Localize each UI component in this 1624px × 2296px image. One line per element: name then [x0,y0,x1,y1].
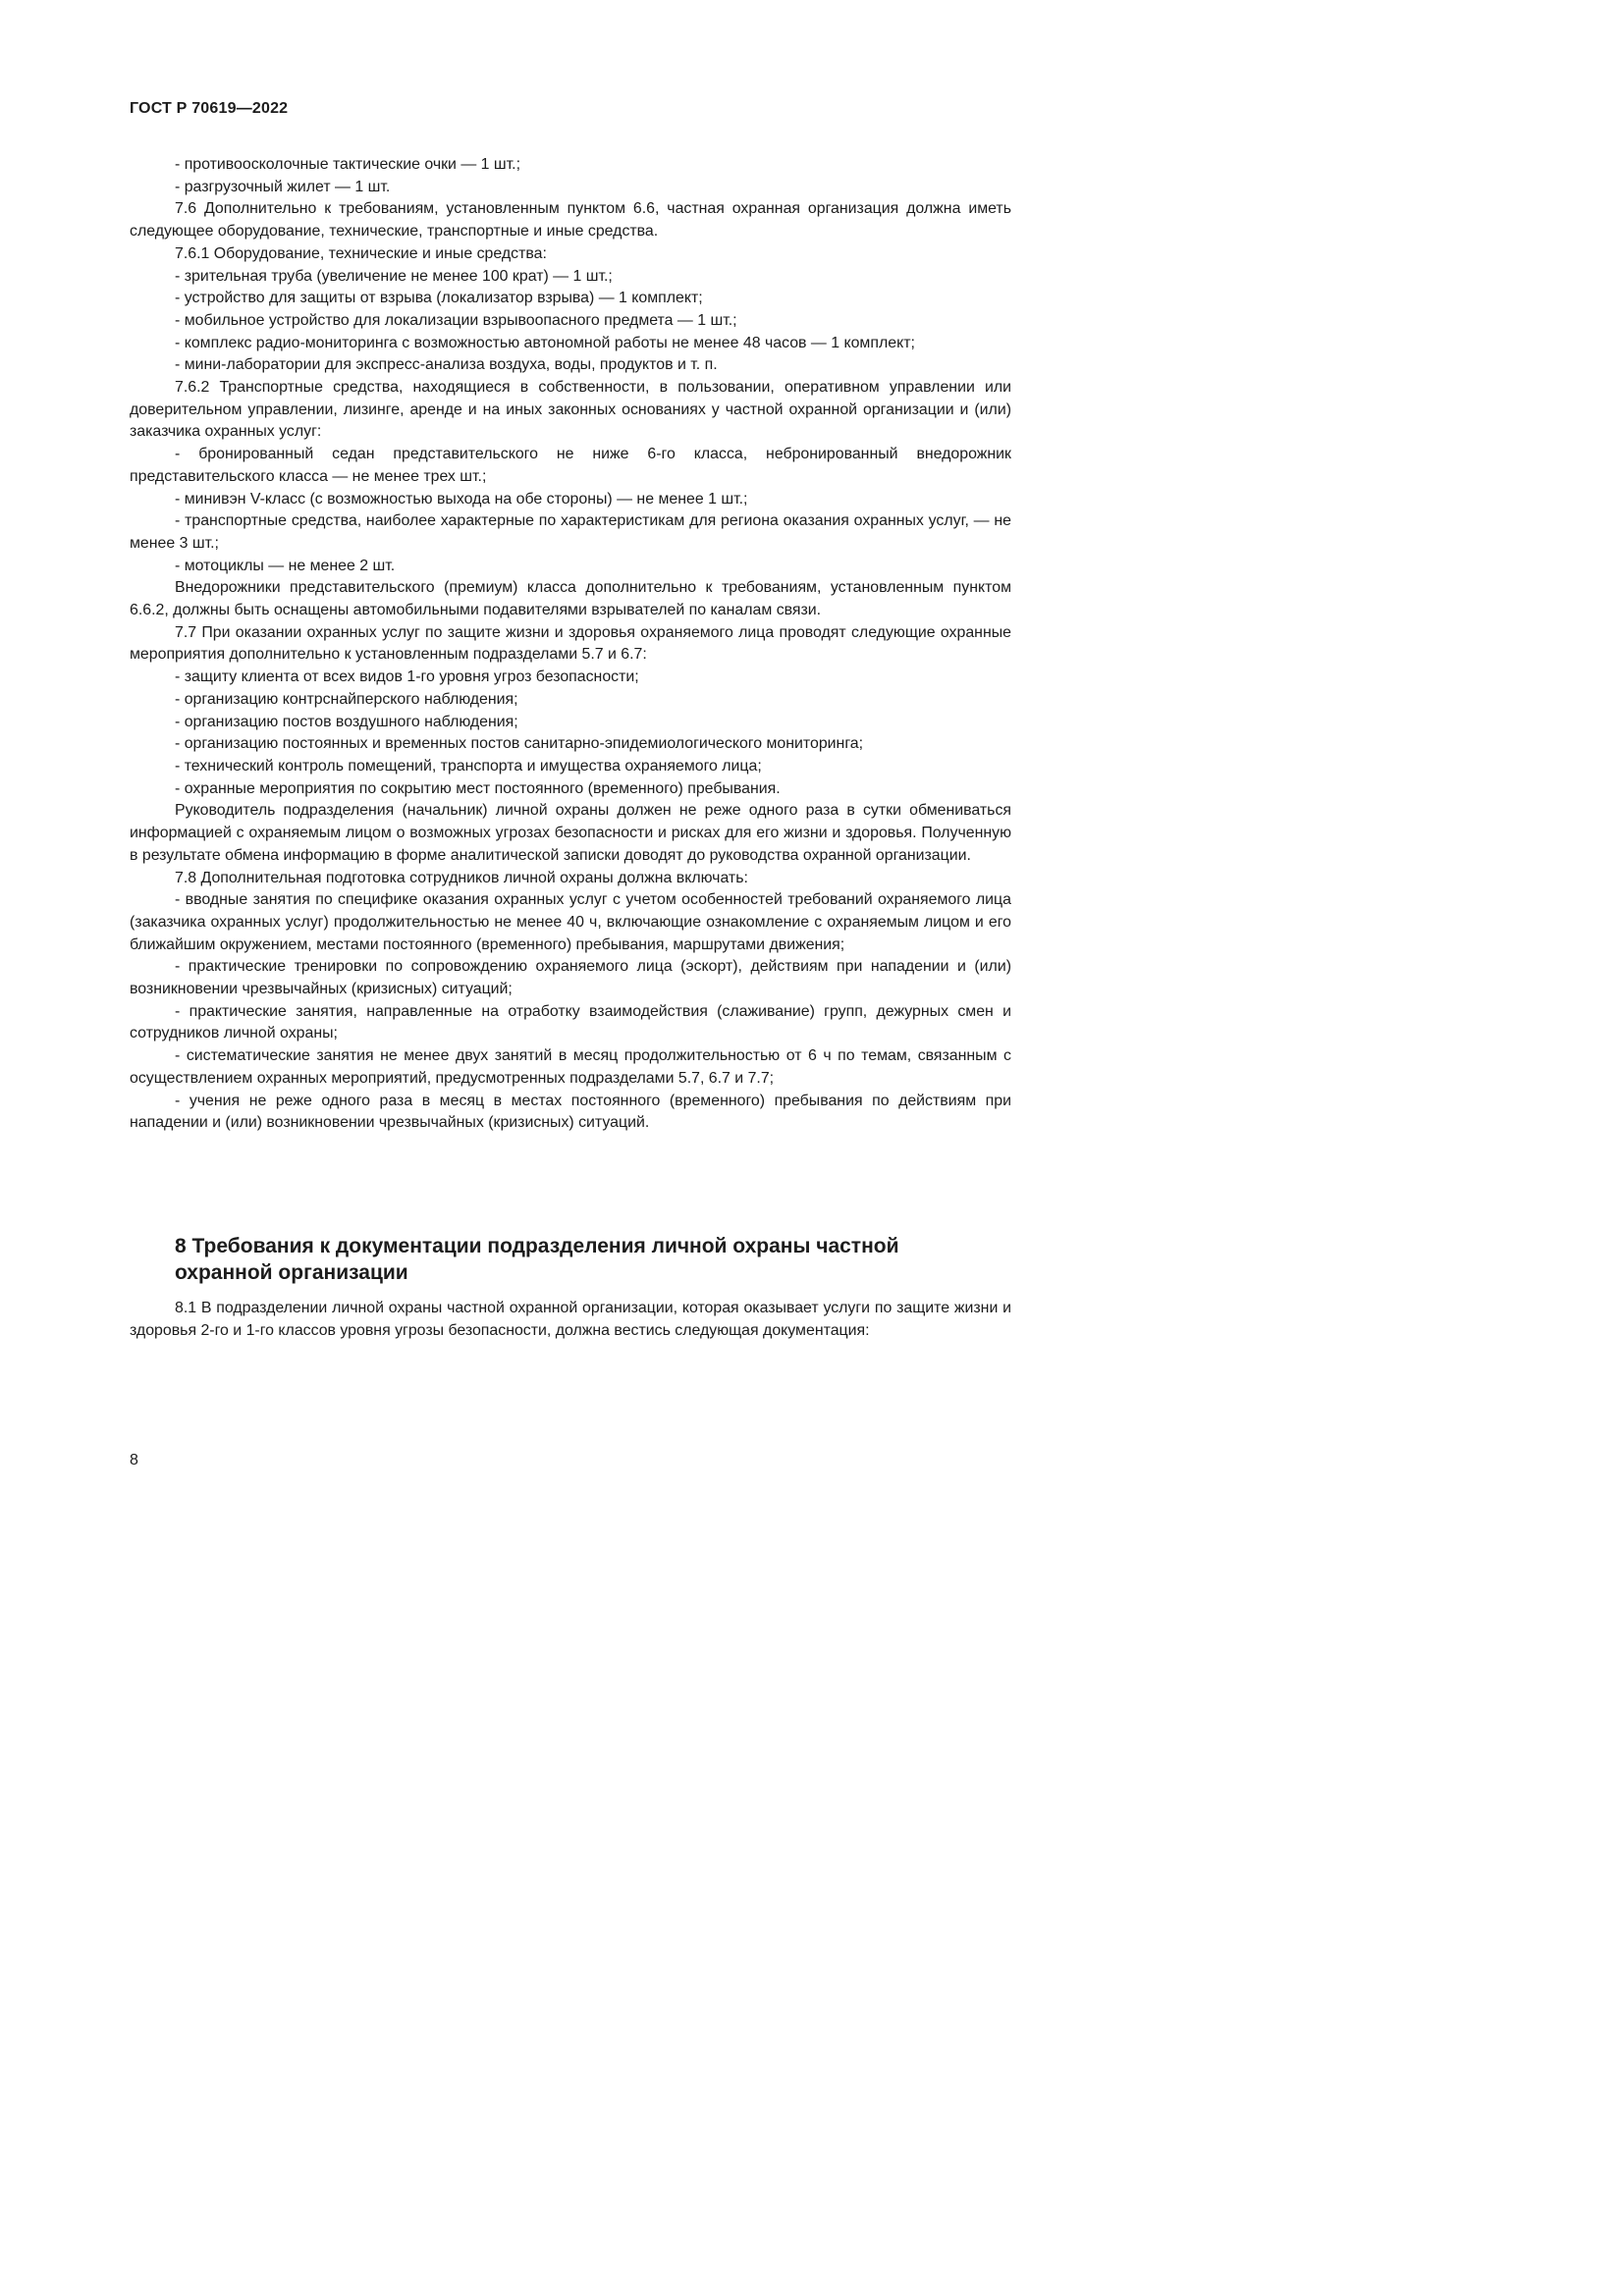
paragraph-8-1: 8.1 В подразделении личной охраны частной охранной организации, которая оказывает услуги по защите жизни и здоровья 2-го и 1-го классов уровня угрозы безопасности, должна вестись следующая документация: [130,1300,1011,1339]
list-item: - учения не реже одного раза в месяц в местах постоянного (временного) пребывания по действиям при нападении и (или) возникновении чрезвычайных (кризисных) ситуаций. [130,1092,1011,1132]
list-item: - организацию постоянных и временных постов санитарно-эпидемиологического мониторинга; [175,735,864,753]
list-item: - разгрузочный жилет — 1 шт. [175,178,391,195]
paragraph-7-7: 7.7 При оказании охранных услуг по защите жизни и здоровья охраняемого лица проводят следующие охранные мероприятия дополнительно к установленным подразделами 5.7 и 6.7: [130,623,1011,664]
section-8-body [130,1298,1011,1342]
list-item: - систематические занятия не менее двух занятий в месяц продолжительностью от 6 ч по темам, связанным с осуществлением охранных мероприятий, предусмотренных подразделами 5.7, 6.7 и 7.7; [130,1047,1011,1087]
paragraph-7-6: 7.6 Дополнительно к требованиям, установленным пунктом 6.6, частная охранная организация должна иметь следующее оборудование, технические, транспортные и иные средства. [130,200,1011,240]
list-item: - охранные мероприятия по сокрытию мест постоянного (временного) пребывания. [175,779,781,797]
list-item: - противоосколочные тактические очки — 1 шт.; [175,156,520,173]
list-item: - зрительная труба (увеличение не менее 100 крат) — 1 шт.; [175,267,613,285]
paragraph-head-of-unit: Руководитель подразделения (начальник) личной охраны должен не реже одного раза в сутки обмениваться информацией с охраняемым лицом о возможных угрозах безопасности и рисках для его жизни и здоровья. Полученную в результате обмена информацию в форме аналитической записки доводят до руководства охранной организации. [130,802,1011,864]
document-page [0,0,1080,1527]
page-number: 8 [130,1452,138,1468]
list-item: - вводные занятия по специфике оказания охранных услуг с учетом особенностей требований охраняемого лица (заказчика охранных услуг) продолжительностью не менее 40 ч, включающие ознакомление с охраняемым лицом и его ближайшим окружением, местами постоянного (временного) пребывания, маршрутами движения; [130,891,1011,953]
list-item: - практические тренировки по сопровождению охраняемого лица (эскорт), действиям при нападении и (или) возникновении чрезвычайных (кризисных) ситуаций; [130,958,1011,998]
paragraph-7-6-1: 7.6.1 Оборудование, технические и иные средства: [175,244,547,262]
paragraph-suv-note: Внедорожники представительского (премиум) класса дополнительно к требованиям, установленным пунктом 6.6.2, должны быть оснащены автомобильными подавителями взрывателей по каналам связи. [130,579,1011,619]
section-8-heading: 8 Требования к документации подразделения личной охраны частной охранной организации [175,1235,899,1284]
list-item: - минивэн V-класс (с возможностью выхода на обе стороны) — не менее 1 шт.; [175,490,748,507]
list-item: - бронированный седан представительского не ниже 6-го класса, небронированный внедорожник представительского класса — не менее трех шт.; [130,446,1011,485]
list-item: - технический контроль помещений, транспорта и имущества охраняемого лица; [175,757,762,774]
paragraph-7-8: 7.8 Дополнительная подготовка сотрудников личной охраны должна включать: [175,869,748,886]
list-item: - устройство для защиты от взрыва (локализатор взрыва) — 1 комплект; [175,290,703,307]
list-item: - мини-лаборатории для экспресс-анализа воздуха, воды, продуктов и т. п. [175,356,718,374]
document-code-header: ГОСТ Р 70619—2022 [130,100,289,117]
paragraph-7-6-2: 7.6.2 Транспортные средства, находящиеся в собственности, в пользовании, оперативном управлении или доверительном управлении, лизинге, аренде и на иных законных основаниях у частной охранной организации и (или) заказчика охранных услуг: [130,379,1011,441]
list-item: - организацию постов воздушного наблюдения; [175,713,518,730]
list-item: - мобильное устройство для локализации взрывоопасного предмета — 1 шт.; [175,311,737,329]
list-item: - мотоциклы — не менее 2 шт. [175,557,396,574]
list-item: - транспортные средства, наиболее характерные по характеристикам для региона оказания охранных услуг, — не менее 3 шт.; [130,512,1011,552]
list-item: - защиту клиента от всех видов 1-го уровня угроз безопасности; [175,668,639,686]
list-item: - организацию контрснайперского наблюдения; [175,690,518,708]
list-item: - комплекс радио-мониторинга с возможностью автономной работы не менее 48 часов — 1 комплект; [175,334,915,351]
list-item: - практические занятия, направленные на отработку взаимодействия (слаживание) групп, дежурных смен и сотрудников личной охраны; [130,1002,1011,1042]
body-text [130,154,1011,1135]
